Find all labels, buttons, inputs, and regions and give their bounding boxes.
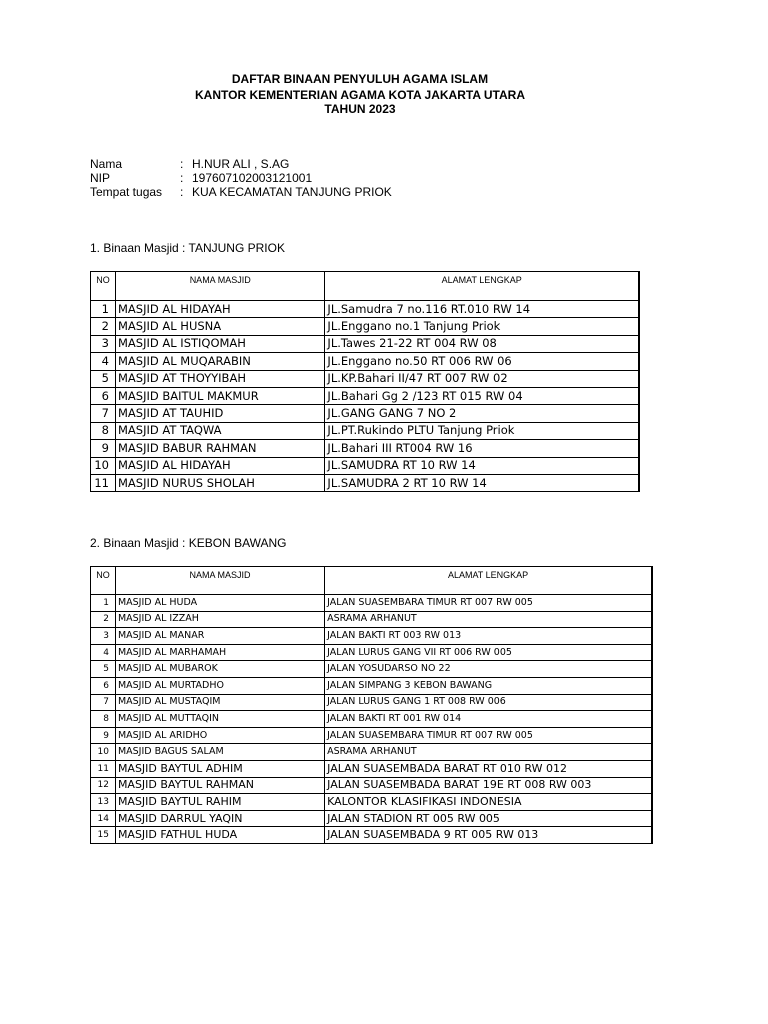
no-cell: 6 xyxy=(91,387,116,404)
alamat-cell: JALAN BAKTI RT 001 RW 014 xyxy=(325,711,652,728)
table-row xyxy=(91,644,653,661)
alamat-cell: ASRAMA ARHANUT xyxy=(325,611,652,628)
nama-masjid-cell: MASJID AL HIDAYAH xyxy=(115,457,324,474)
alamat-cell: ASRAMA ARHANUT xyxy=(325,744,652,761)
table-row xyxy=(91,318,640,335)
nama-masjid-cell: MASJID DARRUL YAQIN xyxy=(115,810,324,827)
nama-masjid-cell: MASJID AL HUSNA xyxy=(115,318,324,335)
table-tanjung-priok xyxy=(90,271,640,492)
alamat-cell: JL.Bahari III RT004 RW 16 xyxy=(325,440,639,457)
nip-label: NIP xyxy=(90,171,111,185)
table-row xyxy=(91,694,653,711)
nama-masjid-cell: MASJID BAYTUL RAHIM xyxy=(115,794,324,811)
no-cell: 3 xyxy=(91,335,116,352)
info-nama xyxy=(90,157,289,171)
alamat-cell: JL.SAMUDRA RT 10 RW 14 xyxy=(325,457,639,474)
no-cell: 6 xyxy=(91,677,116,694)
no-cell: 11 xyxy=(91,760,116,777)
no-cell: 4 xyxy=(91,353,116,370)
table-row xyxy=(91,661,653,678)
nama-masjid-cell: MASJID AT TAUHID xyxy=(115,405,324,422)
alamat-cell: JL.SAMUDRA 2 RT 10 RW 14 xyxy=(325,474,639,491)
nama-masjid-cell: MASJID AL MURTADHO xyxy=(115,677,324,694)
header-nama-masjid: NAMA MASJID xyxy=(115,272,324,301)
info-tempat-tugas xyxy=(90,185,392,199)
table-row xyxy=(91,370,640,387)
nama-masjid-cell: MASJID AL MUBAROK xyxy=(115,661,324,678)
table-row xyxy=(91,810,653,827)
table-row xyxy=(91,711,653,728)
nama-masjid-cell: MASJID AL MUSTAQIM xyxy=(115,694,324,711)
nama-masjid-cell: MASJID AL HUDA xyxy=(115,595,324,612)
nip-value: 197607102003121001 xyxy=(192,171,313,185)
nama-masjid-cell: MASJID AL MUQARABIN xyxy=(115,353,324,370)
table-row xyxy=(91,827,653,844)
alamat-cell: JL.Tawes 21-22 RT 004 RW 08 xyxy=(325,335,639,352)
nama-masjid-cell: MASJID AL MUTTAQIN xyxy=(115,711,324,728)
table-row xyxy=(91,628,653,645)
header-no: NO xyxy=(91,272,116,301)
nama-masjid-cell: MASJID BAITUL MAKMUR xyxy=(115,387,324,404)
nama-masjid-cell: MASJID BAYTUL ADHIM xyxy=(115,760,324,777)
no-cell: 9 xyxy=(91,727,116,744)
alamat-cell: JALAN LURUS GANG VII RT 006 RW 005 xyxy=(325,644,652,661)
no-cell: 7 xyxy=(91,405,116,422)
alamat-cell: JALAN SUASEMBARA TIMUR RT 007 RW 005 xyxy=(325,595,652,612)
table-row xyxy=(91,353,640,370)
header-alamat-lengkap: ALAMAT LENGKAP xyxy=(325,567,652,595)
nama-masjid-cell: MASJID AL MARHAMAH xyxy=(115,644,324,661)
nama-masjid-cell: MASJID AL ISTIQOMAH xyxy=(115,335,324,352)
alamat-cell: JALAN SUASEMBADA BARAT 19E RT 008 RW 003 xyxy=(325,777,652,794)
no-cell: 3 xyxy=(91,628,116,645)
table-row xyxy=(91,777,653,794)
table-row xyxy=(91,422,640,439)
doc-title-line2: KANTOR KEMENTERIAN AGAMA KOTA JAKARTA UTARA xyxy=(195,88,525,102)
alamat-cell: JALAN BAKTI RT 003 RW 013 xyxy=(325,628,652,645)
no-cell: 15 xyxy=(91,827,116,844)
nama-masjid-cell: MASJID AL MANAR xyxy=(115,628,324,645)
table-row xyxy=(91,677,653,694)
alamat-cell: JL.Enggano no.50 RT 006 RW 06 xyxy=(325,353,639,370)
alamat-cell: JALAN SIMPANG 3 KEBON BAWANG xyxy=(325,677,652,694)
no-cell: 2 xyxy=(91,611,116,628)
nama-masjid-cell: MASJID BAGUS SALAM xyxy=(115,744,324,761)
table-row xyxy=(91,744,653,761)
alamat-cell: JALAN SUASEMBARA TIMUR RT 007 RW 005 xyxy=(325,727,652,744)
nama-masjid-cell: MASJID BAYTUL RAHMAN xyxy=(115,777,324,794)
no-cell: 9 xyxy=(91,440,116,457)
no-cell: 11 xyxy=(91,474,116,491)
table-row xyxy=(91,440,640,457)
alamat-cell: JL.GANG GANG 7 NO 2 xyxy=(325,405,639,422)
nama-masjid-cell: MASJID AL ARIDHO xyxy=(115,727,324,744)
nama-label: Nama xyxy=(90,157,123,171)
nama-masjid-cell: MASJID AL IZZAH xyxy=(115,611,324,628)
table-kebon-bawang xyxy=(90,566,653,844)
nama-masjid-cell: MASJID AT TAQWA xyxy=(115,422,324,439)
nama-sep: : xyxy=(180,157,184,171)
table-row xyxy=(91,794,653,811)
tempat-tugas-value: KUA KECAMATAN TANJUNG PRIOK xyxy=(192,185,392,199)
alamat-cell: JALAN STADION RT 005 RW 005 xyxy=(325,810,652,827)
table-row xyxy=(91,727,653,744)
table-row xyxy=(91,760,653,777)
nama-masjid-cell: MASJID BABUR RAHMAN xyxy=(115,440,324,457)
no-cell: 8 xyxy=(91,422,116,439)
alamat-cell: JALAN SUASEMBADA 9 RT 005 RW 013 xyxy=(325,827,652,844)
no-cell: 13 xyxy=(91,794,116,811)
doc-title-line3: TAHUN 2023 xyxy=(324,102,396,116)
alamat-cell: KALONTOR KLASIFIKASI INDONESIA xyxy=(325,794,652,811)
no-cell: 1 xyxy=(91,595,116,612)
no-cell: 10 xyxy=(91,744,116,761)
table-row xyxy=(91,335,640,352)
alamat-cell: JALAN YOSUDARSO NO 22 xyxy=(325,661,652,678)
header-nama-masjid: NAMA MASJID xyxy=(115,567,324,595)
tempat-tugas-label: Tempat tugas xyxy=(90,185,163,199)
table-row xyxy=(91,387,640,404)
table-row xyxy=(91,611,653,628)
no-cell: 12 xyxy=(91,777,116,794)
tempat-tugas-sep: : xyxy=(180,185,184,199)
alamat-cell: JL.Samudra 7 no.116 RT.010 RW 14 xyxy=(325,301,639,318)
nama-masjid-cell: MASJID AL HIDAYAH xyxy=(115,301,324,318)
nama-masjid-cell: MASJID NURUS SHOLAH xyxy=(115,474,324,491)
nama-masjid-cell: MASJID FATHUL HUDA xyxy=(115,827,324,844)
table-row xyxy=(91,457,640,474)
table-row xyxy=(91,405,640,422)
alamat-cell: JALAN SUASEMBADA BARAT RT 010 RW 012 xyxy=(325,760,652,777)
no-cell: 4 xyxy=(91,644,116,661)
section2-title: 2. Binaan Masjid : KEBON BAWANG xyxy=(90,536,287,550)
section1-title: 1. Binaan Masjid : TANJUNG PRIOK xyxy=(90,241,285,255)
nip-sep: : xyxy=(180,171,184,185)
alamat-cell: JL.KP.Bahari II/47 RT 007 RW 02 xyxy=(325,370,639,387)
alamat-cell: JALAN LURUS GANG 1 RT 008 RW 006 xyxy=(325,694,652,711)
no-cell: 10 xyxy=(91,457,116,474)
no-cell: 2 xyxy=(91,318,116,335)
header-alamat-lengkap: ALAMAT LENGKAP xyxy=(325,272,639,301)
table-row xyxy=(91,595,653,612)
header-no: NO xyxy=(91,567,116,595)
alamat-cell: JL.Bahari Gg 2 /123 RT 015 RW 04 xyxy=(325,387,639,404)
nama-masjid-cell: MASJID AT THOYYIBAH xyxy=(115,370,324,387)
alamat-cell: JL.Enggano no.1 Tanjung Priok xyxy=(325,318,639,335)
no-cell: 14 xyxy=(91,810,116,827)
no-cell: 7 xyxy=(91,694,116,711)
info-nip xyxy=(90,171,312,185)
no-cell: 1 xyxy=(91,301,116,318)
doc-title-line1: DAFTAR BINAAN PENYULUH AGAMA ISLAM xyxy=(231,72,489,86)
table-row xyxy=(91,474,640,491)
no-cell: 5 xyxy=(91,370,116,387)
table-row xyxy=(91,301,640,318)
no-cell: 5 xyxy=(91,661,116,678)
alamat-cell: JL.PT.Rukindo PLTU Tanjung Priok xyxy=(325,422,639,439)
nama-value: H.NUR ALI , S.AG xyxy=(192,157,290,171)
no-cell: 8 xyxy=(91,711,116,728)
